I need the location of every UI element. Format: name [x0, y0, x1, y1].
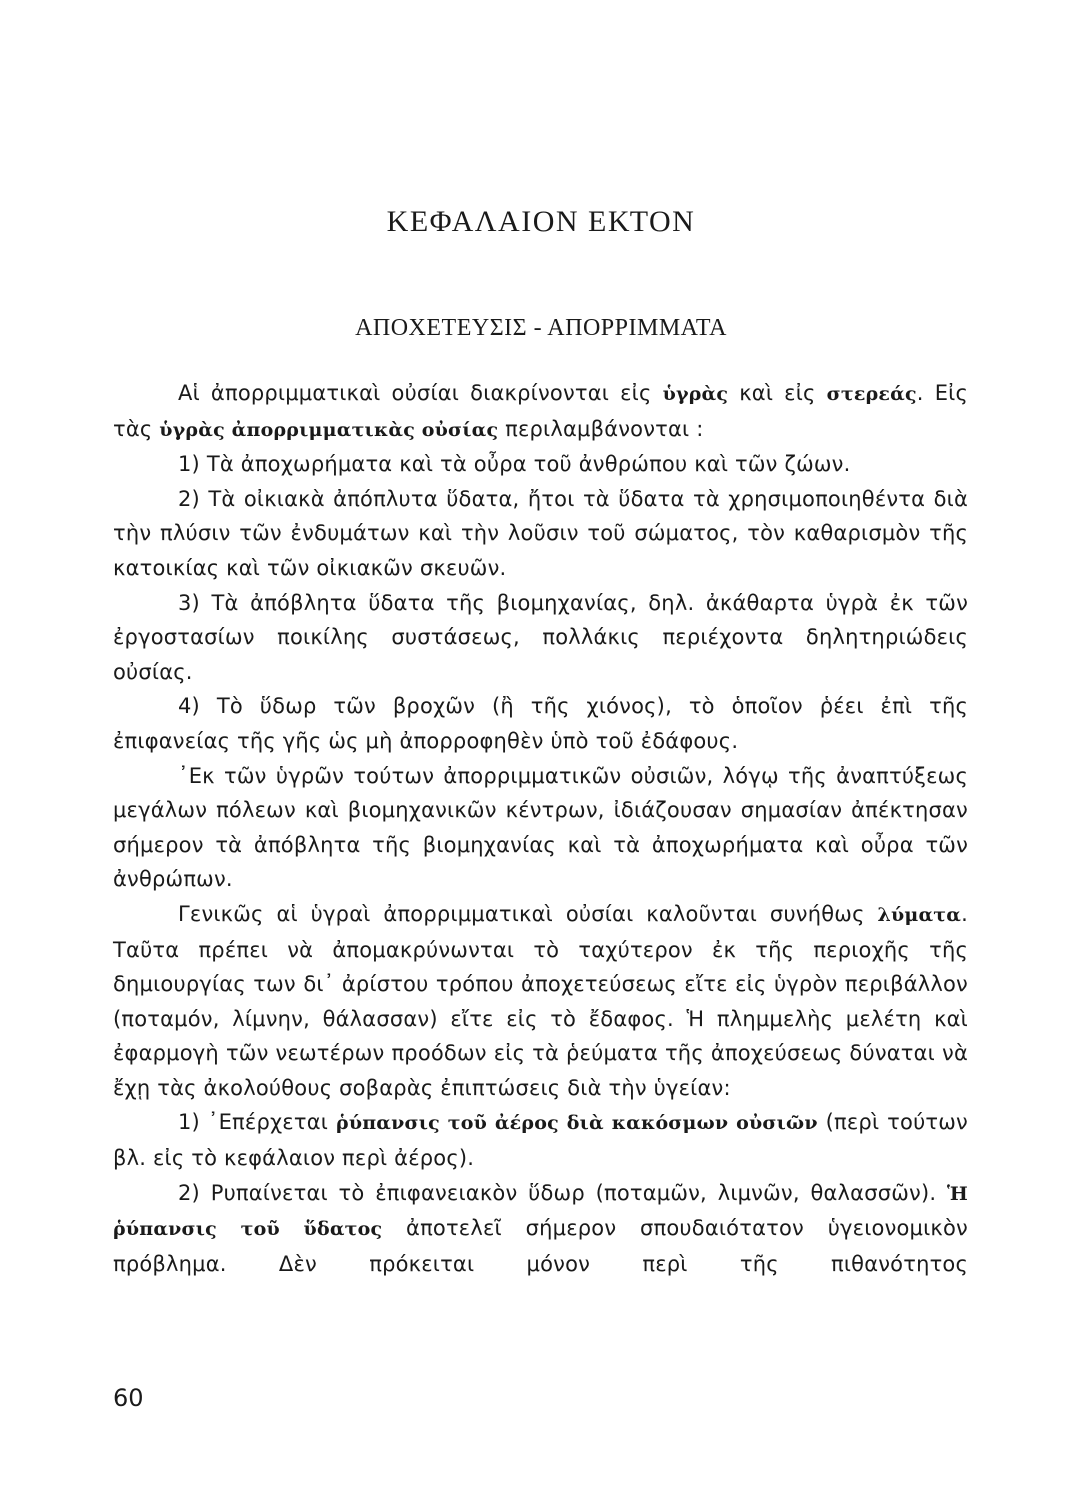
text-run: 1) ᾽Επέρχεται: [178, 1110, 336, 1135]
paragraph-intro: [113, 376, 968, 447]
bold-term: Ἡ ῥύπανσις τοῦ ὕδατος: [113, 1182, 968, 1241]
body-text: [113, 376, 968, 1281]
list-item-4: 4) Τὸ ὕδωρ τῶν βροχῶν (ἢ τῆς χιόνος), τὸ ὁποῖον ῥέει ἐπὶ τῆς ἐπιφανείας τῆς γῆς ὡς μὴ ἀπορροφηθὲν ὑπὸ τοῦ ἐδάφους.: [113, 694, 968, 753]
bold-term: ῥύπανσις τοῦ ἀέρος διὰ κακόσμων οὐσιῶν: [335, 1112, 818, 1135]
page-number: 60: [113, 1384, 144, 1412]
bold-term: ὑγρὰς ἀπορριμματικὰς οὐσίας: [159, 418, 499, 441]
paragraph-sewage: [113, 897, 968, 1106]
list-item-3: 3) Τὰ ἀπόβλητα ὕδατα τῆς βιομηχανίας, δηλ. ἀκάθαρτα ὑγρὰ ἐκ τῶν ἐργοστασίων ποικίλης συστάσεως, πολλάκις περιέχοντα δηλητηριώδεις οὐσίας.: [113, 590, 968, 684]
list-item-1: 1) Τὰ ἀποχωρήματα καὶ τὰ οὖρα τοῦ ἀνθρώπου καὶ τῶν ζώων.: [178, 452, 851, 477]
text-run: 2) Ρυπαίνεται τὸ ἐπιφανειακὸν ὕδωρ (ποταμῶν, λιμνῶν, θαλασσῶν).: [178, 1180, 947, 1205]
text-run: ἀποτελεῖ σήμερον σπουδαιότατον ὑγειονομικὸν πρόβλημα. Δὲν πρόκειται μόνον περὶ τῆς πιθανότητος: [113, 1216, 968, 1276]
consequence-1: [113, 1105, 968, 1175]
text-run: περιλαμβάνονται :: [498, 416, 704, 441]
text-run: . Εἰς τὰς: [113, 381, 968, 441]
text-run: Αἱ ἀπορριμματικαὶ οὐσίαι διακρίνονται εἰς: [178, 381, 663, 405]
bold-term: λύματα: [877, 903, 962, 926]
text-run: καὶ εἰς: [728, 381, 827, 405]
list-item-2: 2) Τὰ οἰκιακὰ ἀπόπλυτα ὕδατα, ἤτοι τὰ ὕδατα τὰ χρησιμοποιηθέντα διὰ τὴν πλύσιν τῶν ἐνδυμάτων καὶ τὴν λοῦσιν τοῦ σώματος, τὸν καθαρισμὸν τῆς κατοικίας καὶ τῶν οἰκιακῶν σκευῶν.: [113, 486, 968, 580]
text-run: Γενικῶς αἱ ὑγραὶ ἀπορριμματικαὶ οὐσίαι καλοῦνται συνήθως: [178, 901, 878, 926]
bold-term: στερεάς: [826, 383, 917, 405]
chapter-title: ΚΕΦΑΛΑΙΟΝ ΕΚΤΟΝ: [386, 205, 696, 238]
section-title: ΑΠΟΧΕΤΕΥΣΙΣ - ΑΠΟΡΡΙΜΜΑΤΑ: [355, 315, 727, 341]
text-run: (περὶ τούτων βλ. εἰς τὸ κεφάλαιον περὶ ἀέρος).: [113, 1110, 968, 1171]
consequence-2: [113, 1176, 968, 1282]
paragraph-industrial: ᾽Εκ τῶν ὑγρῶν τούτων ἀπορριμματικῶν οὐσιῶν, λόγῳ τῆς ἀναπτύξεως μεγάλων πόλεων καὶ βιομηχανικῶν κέντρων, ἰδιάζουσαν σημασίαν ἀπέκτησαν σήμερον τὰ ἀπόβλητα τῆς βιομηχανίας καὶ τὰ ἀποχωρήματα καὶ οὖρα τῶν ἀνθρώπων.: [113, 763, 968, 892]
text-run: . Ταῦτα πρέπει νὰ ἀπομακρύνωνται τὸ ταχύτερον ἐκ τῆς περιοχῆς τῆς δημιουργίας των δι᾽ ἀρίστου τρόπου ἀποχετεύσεως εἴτε εἰς ὑγρὸν περιβάλλον (ποταμόν, λίμνην, θάλασσαν) εἴτε εἰς τὸ ἔδαφος. Ἡ πλημμελὴς μελέτη καὶ ἐφαρμογὴ τῶν νεωτέρων προόδων εἰς τὰ ῥεύματα τῆς ἀποχεύσεως δύναται νὰ ἔχῃ τὰς ἀκολούθους σοβαρὰς ἐπιπτώσεις διὰ τὴν ὑγείαν:: [113, 901, 968, 1100]
bold-term: ὑγρὰς: [662, 383, 729, 405]
